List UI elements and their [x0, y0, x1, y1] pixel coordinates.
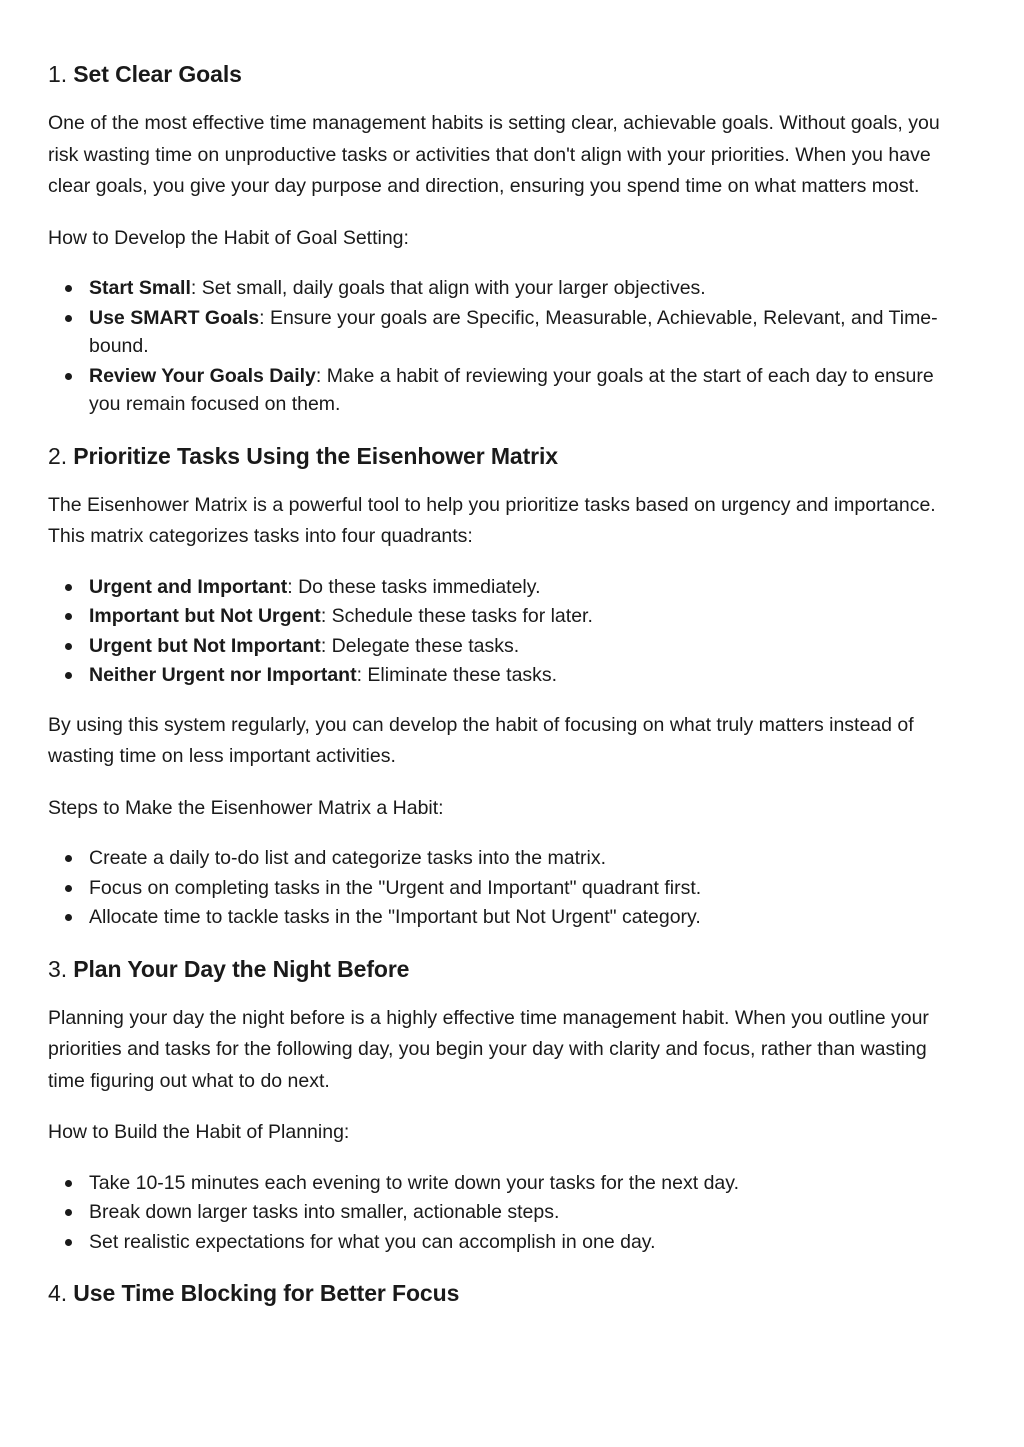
bullet-icon [65, 315, 72, 322]
bullet-icon [65, 1180, 72, 1187]
list-item [48, 274, 968, 303]
bullet-icon [65, 914, 72, 921]
item-term: Urgent but Not Important [89, 634, 321, 657]
list-item [48, 1198, 968, 1227]
item-term: Urgent and Important [89, 575, 288, 598]
item-text: : Set small, daily goals that align with your larger objectives. [190, 277, 706, 299]
bullet-icon [65, 1209, 72, 1216]
section-subheading: How to Build the Habit of Planning: [48, 1121, 350, 1143]
item-text: : Schedule these tasks for later. [320, 605, 593, 627]
list-item [48, 1169, 968, 1198]
list-item [48, 573, 968, 602]
goal-tips-list [48, 274, 968, 419]
list-item [48, 602, 968, 631]
list-item [48, 304, 968, 361]
section-title: Use Time Blocking for Better Focus [73, 1280, 460, 1306]
section-number: 1. [48, 61, 67, 87]
item-term: Start Small [89, 277, 191, 299]
bullet-icon [65, 1239, 72, 1246]
bullet-icon [65, 373, 72, 380]
bullet-icon [65, 584, 72, 591]
section-eisenhower-matrix [48, 439, 968, 932]
section-subheading: How to Develop the Habit of Goal Setting: [48, 226, 409, 249]
section-title: Set Clear Goals [73, 61, 242, 87]
section-followup: By using this system regularly, you can develop the habit of focusing on what truly matters instead of wasting time on less important activities. [48, 713, 914, 767]
item-term: Neither Urgent nor Important [89, 664, 357, 686]
bullet-icon [65, 613, 72, 620]
item-text: Take 10-15 minutes each evening to write down your tasks for the next day. [89, 1171, 739, 1194]
bullet-icon [65, 285, 72, 292]
section-heading [48, 952, 968, 986]
section-number: 2. [48, 442, 67, 469]
item-text: : Eliminate these tasks. [356, 664, 558, 686]
list-item [48, 874, 968, 903]
section-plan-your-day [48, 952, 968, 1257]
list-item [48, 632, 968, 661]
bullet-icon [65, 643, 72, 650]
section-number: 3. [48, 955, 67, 982]
item-text: : Delegate these tasks. [320, 634, 520, 657]
section-number: 4. [48, 1280, 67, 1306]
section-intro: The Eisenhower Matrix is a powerful tool to help you prioritize tasks based on urgency and importance. This matrix categorizes tasks into four quadrants: [48, 493, 936, 547]
item-text: : Ensure your goals are Specific, Measurable, Achievable, Relevant, and Time-bound. [89, 306, 938, 357]
section-title: Plan Your Day the Night Before [73, 955, 410, 982]
item-text: Create a daily to-do list and categorize tasks into the matrix. [89, 847, 606, 869]
item-text: : Make a habit of reviewing your goals at the start of each day to ensure you remain focused on them. [89, 364, 934, 415]
list-item [48, 362, 968, 419]
section-set-clear-goals [48, 57, 968, 419]
item-text: : Do these tasks immediately. [287, 575, 541, 598]
list-item [48, 903, 968, 932]
item-term: Important but Not Urgent [89, 605, 321, 627]
section-time-blocking [48, 1276, 968, 1310]
item-text: Focus on completing tasks in the "Urgent and Important" quadrant first. [89, 876, 702, 899]
item-text: Allocate time to tackle tasks in the "Important but Not Urgent" category. [89, 906, 701, 928]
section-intro: One of the most effective time management habits is setting clear, achievable goals. Without goals, you risk wasting time on unproductive tasks or activities that don't align with your priorities. When you have clear goals, you give your day purpose and direction, ensuring you spend time on what matters most. [48, 112, 940, 197]
planning-steps-list [48, 1169, 968, 1257]
list-item [48, 661, 968, 690]
list-item [48, 1228, 968, 1257]
section-heading [48, 1276, 968, 1310]
section-intro: Planning your day the night before is a highly effective time management habit. When you outline your priorities and tasks for the following day, you begin your day with clarity and focus, rather than wasting time figuring out what to do next. [48, 1006, 929, 1092]
quadrants-list [48, 573, 968, 690]
bullet-icon [65, 855, 72, 862]
bullet-icon [65, 672, 72, 679]
section-heading [48, 439, 968, 473]
matrix-steps-list [48, 844, 968, 932]
section-subheading: Steps to Make the Eisenhower Matrix a Habit: [48, 796, 444, 819]
item-term: Review Your Goals Daily [89, 364, 316, 387]
item-term: Use SMART Goals [89, 306, 260, 329]
item-text: Set realistic expectations for what you can accomplish in one day. [89, 1230, 656, 1253]
section-title: Prioritize Tasks Using the Eisenhower Matrix [73, 442, 558, 469]
item-text: Break down larger tasks into smaller, actionable steps. [89, 1201, 560, 1223]
section-heading [48, 57, 968, 91]
bullet-icon [65, 885, 72, 892]
list-item [48, 844, 968, 873]
